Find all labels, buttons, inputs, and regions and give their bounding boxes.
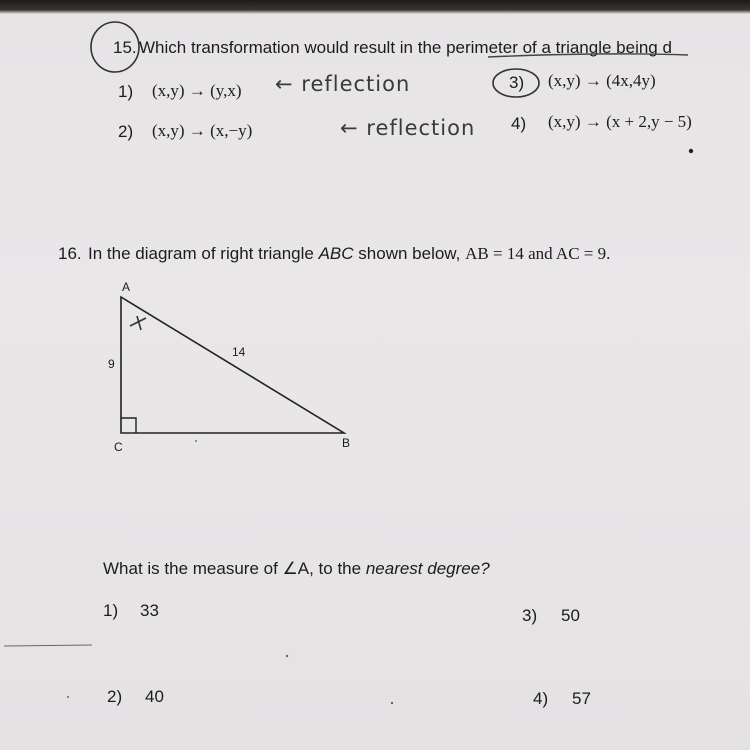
- speck: [67, 696, 69, 698]
- q16-choice-2-value: 40: [145, 687, 164, 706]
- right-angle-marker: [121, 418, 136, 433]
- q16-number: 16.: [58, 244, 82, 263]
- q15-choice-4-mapping: (x,y) → (x + 2,y − 5): [548, 112, 692, 131]
- q15-choice-2-number: 2): [118, 122, 134, 141]
- q16-choice-1-number: 1): [103, 601, 119, 620]
- side-ab-label: 14: [232, 345, 246, 359]
- q16-choice-4-number: 4): [533, 689, 549, 708]
- q16-prompt-start: In the diagram of right triangle: [88, 244, 314, 263]
- dot-mark: [689, 149, 693, 153]
- q15-choice-3-mapping: (x,y) → (4x,4y): [548, 71, 656, 90]
- q16-triangle-name: ABC: [318, 244, 354, 263]
- underline-mark: [488, 54, 688, 57]
- speck: [391, 702, 393, 704]
- handwritten-note-reflection-2: ← reflection: [340, 116, 476, 140]
- q15-choice-1-mapping: (x,y) → (y,x): [152, 81, 242, 100]
- speck: [286, 655, 288, 657]
- circle-mark-q15: [91, 22, 139, 72]
- q16-question-start: What is the measure of ∠A, to the: [103, 559, 362, 578]
- q15-question: Which transformation would result in the perimeter of a triangle being d: [139, 38, 672, 57]
- q16-prompt-mid: shown below,: [358, 244, 461, 263]
- speck: [195, 440, 197, 442]
- q15-choice-4-number: 4): [511, 114, 527, 133]
- triangle-abc: [121, 297, 344, 433]
- q15-choice-3-number: 3): [509, 73, 525, 92]
- margin-pencil-line: [4, 645, 92, 646]
- q16-choice-4-value: 57: [572, 689, 591, 708]
- circle-mark-choice-3: [493, 69, 539, 97]
- q16-question-emphasis: nearest degree?: [365, 559, 490, 578]
- q16-choice-1-value: 33: [140, 601, 159, 620]
- angle-a-mark: [130, 316, 146, 330]
- q15-choice-1-number: 1): [118, 82, 134, 101]
- side-ac-label: 9: [108, 357, 115, 371]
- q16-choice-3-number: 3): [522, 606, 538, 625]
- handwritten-note-reflection-1: ← reflection: [275, 72, 411, 96]
- q15-number: 15.: [113, 38, 137, 57]
- q16-choice-2-number: 2): [107, 687, 123, 706]
- q16-given: AB = 14 and AC = 9.: [465, 244, 611, 263]
- vertex-b-label: B: [342, 436, 351, 450]
- q16-choice-3-value: 50: [561, 606, 580, 625]
- vertex-a-label: A: [122, 280, 131, 294]
- q15-choice-2-mapping: (x,y) → (x,−y): [152, 121, 253, 140]
- vertex-c-label: C: [114, 440, 123, 454]
